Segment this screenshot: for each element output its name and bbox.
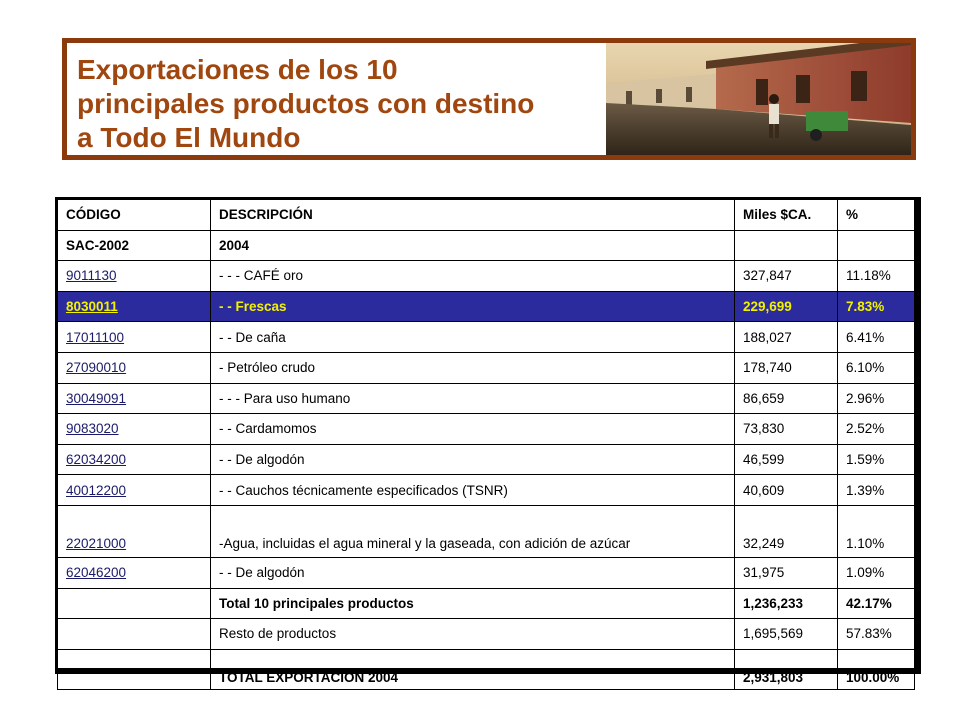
header-description: DESCRIPCIÓN xyxy=(211,200,735,231)
percent-cell: 6.10% xyxy=(838,352,915,383)
exports-table-container xyxy=(55,197,921,685)
percent-cell: 7.83% xyxy=(838,291,915,322)
table-row xyxy=(58,414,915,445)
subheader-year: 2004 xyxy=(211,230,735,261)
window-5 xyxy=(656,89,662,103)
table-row xyxy=(58,261,915,292)
person-leg-right xyxy=(775,124,779,138)
exports-table xyxy=(57,199,915,690)
value-cell: 73,830 xyxy=(735,414,838,445)
percent-cell: 6.41% xyxy=(838,322,915,353)
grand-total-label: TOTAL EXPORTACION 2004 xyxy=(211,649,735,689)
value-cell: 86,659 xyxy=(735,383,838,414)
total-top10-label: Total 10 principales productos xyxy=(211,588,735,619)
subheader-code: SAC-2002 xyxy=(58,230,211,261)
title-line-1: Exportaciones de los 10 xyxy=(77,54,398,85)
percent-cell: 11.18% xyxy=(838,261,915,292)
street-photo xyxy=(606,43,911,155)
percent-cell: 1.59% xyxy=(838,444,915,475)
value-cell: 46,599 xyxy=(735,444,838,475)
rest-row xyxy=(58,619,915,650)
subheader-row xyxy=(58,230,915,261)
window-4 xyxy=(626,91,632,105)
title-line-3: a Todo El Mundo xyxy=(77,122,301,153)
percent-cell: 1.09% xyxy=(838,557,915,588)
value-cell: 327,847 xyxy=(735,261,838,292)
code-link[interactable]: 9083020 xyxy=(66,421,119,437)
description-cell: - - - Para uso humano xyxy=(211,383,735,414)
value-cell: 229,699 xyxy=(735,291,838,322)
grand-total-percent: 100.00% xyxy=(838,649,915,689)
subheader-empty-value xyxy=(735,230,838,261)
code-link[interactable]: 17011100 xyxy=(66,329,125,345)
value-cell: 32,249 xyxy=(735,505,838,557)
value-cell: 188,027 xyxy=(735,322,838,353)
header-value: Miles $CA. xyxy=(735,200,838,231)
code-link[interactable]: 30049091 xyxy=(66,390,127,406)
code-link[interactable]: 8030011 xyxy=(66,299,118,315)
grand-total-value: 2,931,803 xyxy=(735,649,838,689)
code-link[interactable]: 62046200 xyxy=(66,565,127,581)
rest-value: 1,695,569 xyxy=(735,619,838,650)
table-row xyxy=(58,322,915,353)
code-link[interactable]: 27090010 xyxy=(66,360,127,376)
code-link[interactable]: 40012200 xyxy=(66,482,127,498)
percent-cell: 2.96% xyxy=(838,383,915,414)
table-row xyxy=(58,505,915,557)
description-cell: - - De algodón xyxy=(211,444,735,475)
window-3 xyxy=(851,71,867,101)
description-cell: - - Cardamomos xyxy=(211,414,735,445)
green-cart xyxy=(806,111,848,131)
cart-wheel xyxy=(810,129,822,141)
total-top10-percent: 42.17% xyxy=(838,588,915,619)
person-head xyxy=(769,94,779,104)
code-link[interactable]: 22021000 xyxy=(66,535,127,551)
percent-cell: 1.39% xyxy=(838,475,915,506)
description-cell: - - - CAFÉ oro xyxy=(211,261,735,292)
grand-total-row xyxy=(58,649,915,689)
description-cell: -Agua, incluidas el agua mineral y la gaseada, con adición de azúcar xyxy=(211,505,735,557)
description-cell: - - De caña xyxy=(211,322,735,353)
window-6 xyxy=(686,87,692,102)
value-cell: 40,609 xyxy=(735,475,838,506)
person-body xyxy=(769,104,779,124)
empty-code-cell xyxy=(58,649,211,689)
percent-cell: 1.10% xyxy=(838,505,915,557)
header-percent: % xyxy=(838,200,915,231)
table-row xyxy=(58,475,915,506)
table-row xyxy=(58,352,915,383)
percent-cell: 2.52% xyxy=(838,414,915,445)
value-cell: 178,740 xyxy=(735,352,838,383)
total-top10-row xyxy=(58,588,915,619)
empty-code-cell xyxy=(58,588,211,619)
value-cell: 31,975 xyxy=(735,557,838,588)
code-link[interactable]: 62034200 xyxy=(66,452,127,468)
rest-percent: 57.83% xyxy=(838,619,915,650)
header-row xyxy=(58,200,915,231)
description-cell: - - Frescas xyxy=(211,291,735,322)
window-1 xyxy=(756,79,768,105)
empty-code-cell xyxy=(58,619,211,650)
table-row xyxy=(58,444,915,475)
person-leg-left xyxy=(769,124,773,138)
window-2 xyxy=(796,75,810,103)
description-cell: - - Cauchos técnicamente especificados (TSNR) xyxy=(211,475,735,506)
title-banner xyxy=(62,38,916,160)
title-line-2: principales productos con destino xyxy=(77,88,535,119)
total-top10-value: 1,236,233 xyxy=(735,588,838,619)
rest-label: Resto de productos xyxy=(211,619,735,650)
table-row xyxy=(58,383,915,414)
description-cell: - Petróleo crudo xyxy=(211,352,735,383)
subheader-empty-percent xyxy=(838,230,915,261)
description-cell: - - De algodón xyxy=(211,557,735,588)
table-row xyxy=(58,557,915,588)
table-row-selected xyxy=(58,291,915,322)
header-code: CÓDIGO xyxy=(58,200,211,231)
code-link[interactable]: 9011130 xyxy=(66,268,117,284)
page-title xyxy=(77,53,607,155)
